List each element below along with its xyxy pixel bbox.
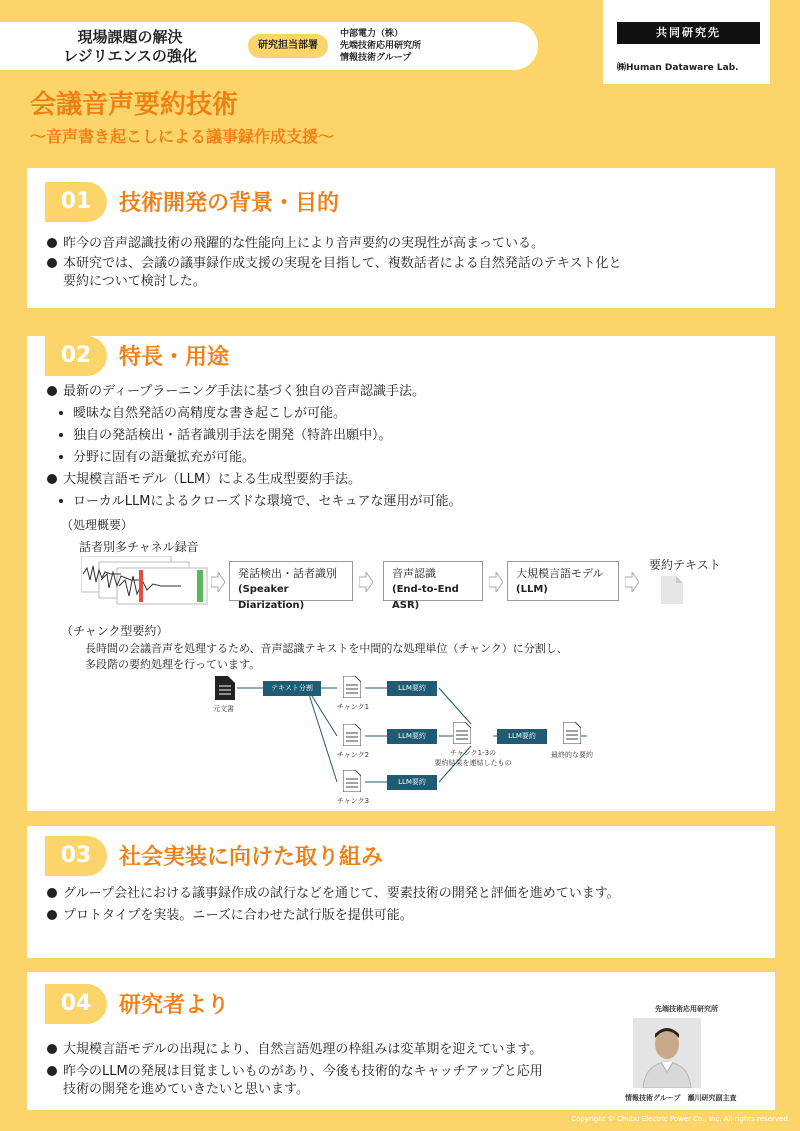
merged-label-line1: チャンク1-3の bbox=[449, 749, 497, 757]
llm-summary-step: LLM要約 bbox=[497, 729, 547, 744]
flow-step-sublabel: (LLM) bbox=[516, 584, 548, 595]
partner-label: 共同研究先 bbox=[617, 22, 760, 44]
bullet-item bbox=[47, 234, 544, 254]
sub-bullet-icon bbox=[59, 499, 63, 503]
llm-summary-step: LLM要約 bbox=[387, 775, 437, 790]
flow-step-diarization bbox=[229, 561, 353, 611]
bullet-icon bbox=[47, 238, 57, 248]
sub-bullet-icon bbox=[59, 433, 63, 437]
bullet-text: プロトタイプを実装。ニーズに合わせた試行版を提供可能。 bbox=[63, 908, 413, 923]
bullet-item bbox=[47, 1040, 542, 1060]
bullet-text: 大規模言語モデルの出現により、自然言語処理の枠組みは変革期を迎えています。 bbox=[63, 1042, 543, 1057]
sub-bullet-icon bbox=[59, 411, 63, 415]
section-number: 02 bbox=[45, 336, 107, 376]
bullet-text: ローカルLLMによるクローズドな環境で、セキュアな運用が可能。 bbox=[73, 494, 462, 509]
chunk-desc-line1: 長時間の会議音声を処理するため、音声認識テキストを中間的な処理単位（チャンク）に分割し、 bbox=[85, 642, 568, 655]
bullet-text: 最新のディープラーニング手法に基づく独自の音声認識手法。 bbox=[63, 384, 426, 399]
chunk-desc-line2: 多段階の要約処理を行っています。 bbox=[85, 658, 261, 671]
recording-label: 話者別多チャネル録音 bbox=[79, 540, 199, 554]
header-title bbox=[40, 28, 220, 66]
partner-box bbox=[603, 0, 770, 84]
flow-arrow-icon bbox=[489, 572, 503, 592]
researcher-name: 情報技術グループ 瀬川研究副主査 bbox=[625, 1094, 737, 1102]
flow-step-sublabel: (Speaker Diarization) bbox=[238, 584, 305, 611]
bullet-text: 曖昧な自然発話の高精度な書き起こしが可能。 bbox=[73, 406, 347, 421]
section-title: 特長・用途 bbox=[119, 345, 230, 370]
section-01-card bbox=[27, 168, 775, 308]
sub-bullet-item bbox=[55, 492, 462, 512]
bullet-icon bbox=[47, 1066, 57, 1076]
llm-summary-step: LLM要約 bbox=[387, 729, 437, 744]
process-label: （処理概要） bbox=[61, 518, 134, 532]
chunk-label: （チャンク型要約） bbox=[61, 624, 169, 638]
merged-label-line2: 要約結果を連結したもの bbox=[434, 759, 512, 767]
bullet-continuation: 要約について検討した。 bbox=[63, 274, 206, 289]
final-document-icon bbox=[563, 722, 581, 744]
llm-summary-step: LLM要約 bbox=[387, 681, 437, 696]
bullet-continuation: 技術の開発を進めていきたいと思います。 bbox=[63, 1082, 309, 1097]
document-icon bbox=[661, 576, 683, 604]
dept-group: 情報技術グループ bbox=[340, 53, 412, 63]
page-subtitle: ～音声書き起こしによる議事録作成支援～ bbox=[30, 127, 335, 146]
dept-lab: 先端技術応用研究所 bbox=[340, 41, 422, 51]
chunk1-document-icon bbox=[343, 676, 361, 698]
bullet-text: 本研究では、会議の議事録作成支援の実現を目指して、複数話者による自然発話のテキスト化と bbox=[63, 256, 622, 271]
sub-bullet-item bbox=[55, 448, 255, 468]
bullet-icon bbox=[47, 888, 57, 898]
bullet-text: グループ会社における議事録作成の試行などを通じて、要素技術の開発と評価を進めています。 bbox=[63, 886, 620, 901]
merged-document-icon bbox=[453, 722, 471, 744]
dept-company: 中部電力（株） bbox=[340, 29, 404, 39]
flow-step-asr bbox=[383, 561, 483, 611]
sub-bullet-item bbox=[55, 404, 346, 424]
chunk2-document-icon bbox=[343, 724, 361, 746]
chunk3-document-icon bbox=[343, 770, 361, 792]
flow-arrow-icon bbox=[359, 572, 373, 592]
flow-step-sublabel: (End-to-End ASR) bbox=[392, 584, 459, 611]
chunk1-label: チャンク1 bbox=[337, 703, 370, 711]
bullet-item bbox=[47, 906, 413, 926]
chunk2-label: チャンク2 bbox=[337, 751, 370, 759]
source-label: 元文書 bbox=[213, 705, 234, 713]
partner-name: ㈱Human Dataware Lab. bbox=[617, 63, 739, 73]
bullet-item bbox=[47, 382, 425, 402]
section-title: 社会実装に向けた取り組み bbox=[119, 845, 384, 870]
flow-arrow-icon bbox=[625, 572, 639, 592]
chunk3-label: チャンク3 bbox=[337, 797, 370, 805]
flow-step-label: 発話検出・話者識別 bbox=[238, 567, 337, 580]
section-number: 01 bbox=[45, 182, 107, 222]
bullet-item bbox=[47, 254, 621, 274]
bullet-icon bbox=[47, 910, 57, 920]
section-number: 04 bbox=[45, 984, 107, 1024]
flow-step-label: 大規模言語モデル bbox=[516, 567, 604, 580]
flow-step-llm bbox=[507, 561, 619, 601]
bullet-icon bbox=[47, 258, 57, 268]
source-document-icon bbox=[215, 676, 235, 700]
copyright: Copyright © Chubu Electric Power Co., Inc. All rights reserved. bbox=[571, 1115, 790, 1123]
page-title: 会議音声要約技術 bbox=[30, 90, 239, 120]
bullet-item bbox=[47, 470, 361, 490]
bullet-icon bbox=[47, 1044, 57, 1054]
bullet-text: 大規模言語モデル（LLM）による生成型要約手法。 bbox=[63, 472, 362, 487]
section-number: 03 bbox=[45, 836, 107, 876]
sub-bullet-icon bbox=[59, 455, 63, 459]
header-title-line2: レジリエンスの強化 bbox=[63, 47, 197, 65]
section-03-card bbox=[27, 826, 775, 958]
bullet-text: 分野に固有の語彙拡充が可能。 bbox=[73, 450, 256, 465]
researcher-photo bbox=[633, 1018, 701, 1088]
section-title: 研究者より bbox=[119, 993, 230, 1018]
flow-arrow-icon bbox=[211, 572, 225, 592]
person-icon bbox=[633, 1018, 701, 1088]
bullet-text: 独自の発話検出・話者識別手法を開発（特許出願中）。 bbox=[73, 428, 392, 443]
flow-step-label: 音声認識 bbox=[392, 567, 436, 580]
bullet-item bbox=[47, 884, 620, 904]
bullet-item bbox=[47, 1062, 543, 1082]
final-label: 最終的な要約 bbox=[551, 751, 593, 759]
bullet-icon bbox=[47, 386, 57, 396]
section-02-card bbox=[27, 336, 775, 811]
section-title: 技術開発の背景・目的 bbox=[119, 191, 340, 216]
header-title-line1: 現場課題の解決 bbox=[77, 28, 183, 46]
dept-badge: 研究担当部署 bbox=[248, 34, 328, 58]
dept-info bbox=[340, 28, 421, 64]
bullet-icon bbox=[47, 474, 57, 484]
waveform-image bbox=[81, 556, 209, 608]
sub-bullet-item bbox=[55, 426, 392, 446]
bullet-text: 昨今のLLMの発展は目覚ましいものがあり、今後も技術的なキャッチアップと応用 bbox=[63, 1064, 543, 1079]
text-split-step: テキスト分割 bbox=[263, 681, 321, 696]
merged-label bbox=[431, 748, 515, 768]
bullet-text: 昨今の音声認識技術の飛躍的な性能向上により音声要約の実現性が高まっている。 bbox=[63, 236, 545, 251]
researcher-org: 先端技術応用研究所 bbox=[655, 1005, 718, 1013]
output-label: 要約テキスト bbox=[649, 558, 721, 572]
